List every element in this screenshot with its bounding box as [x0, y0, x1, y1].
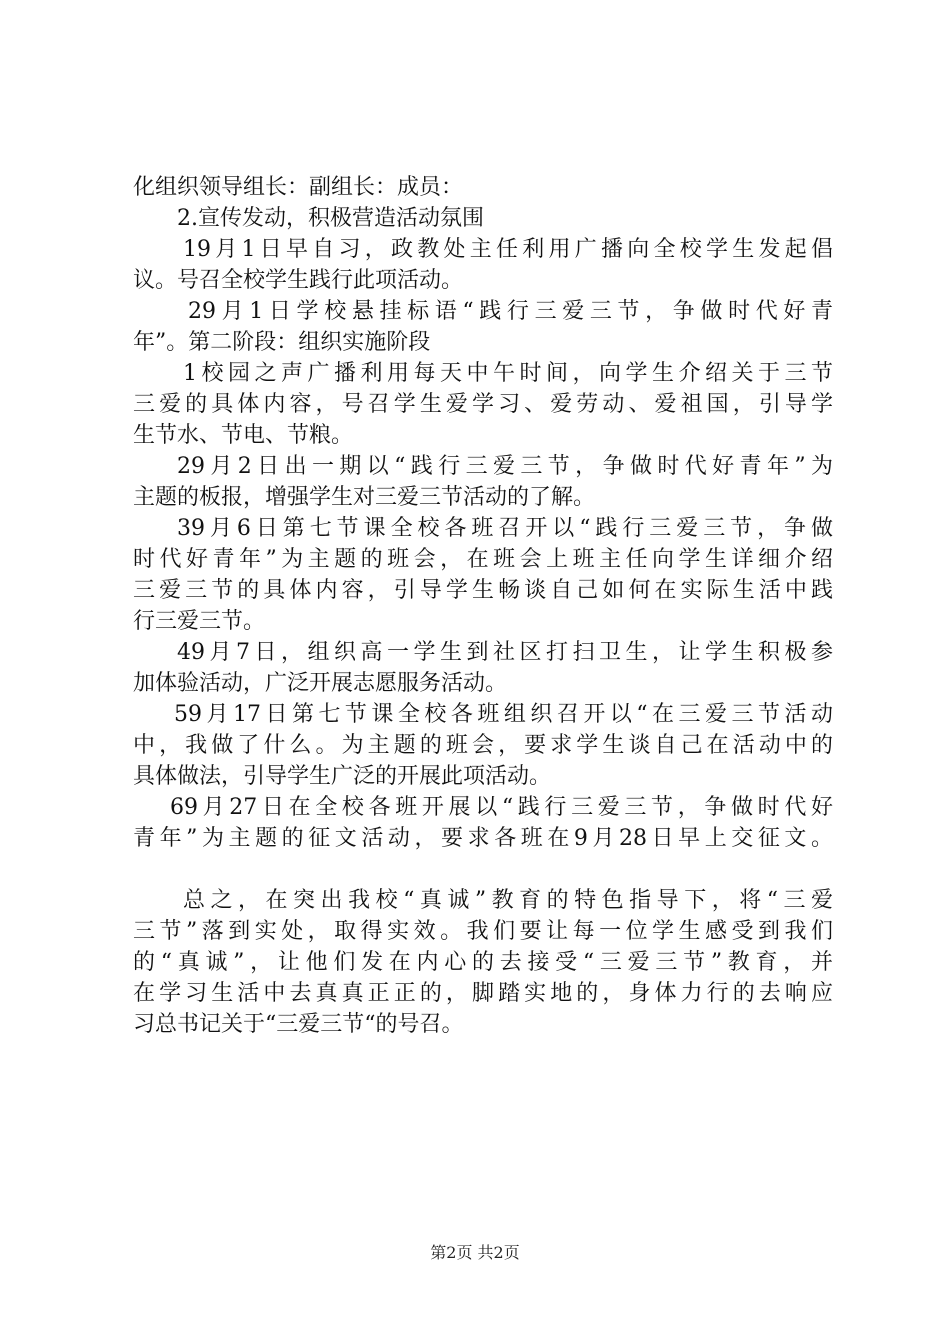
text-line: 三爱的具体内容，号召学生爱学习、爱劳动、爱祖国，引导学 — [133, 392, 833, 417]
text-line: 具体做法，引导学生广泛的开展此项活动。 — [133, 764, 552, 789]
paragraph-gap — [133, 854, 833, 885]
text-line: 三节”落到实处，取得实效。我们要让每一位学生感受到我们 — [133, 919, 833, 944]
text-line: 29月2日出一期以“践行三爱三节，争做时代好青年”为 — [177, 454, 833, 479]
text-line: 主题的板报，增强学生对三爱三节活动的了解。 — [133, 485, 596, 510]
text-line: 化组织领导组长：副组长：成员： — [133, 175, 464, 200]
text-line: 习总书记关于“三爱三节“的号召。 — [133, 1012, 464, 1037]
text-line: 59月17日第七节课全校各班组织召开以“在三爱三节活动 — [174, 702, 833, 727]
text-line: 1校园之声广播利用每天中午时间，向学生介绍关于三节 — [183, 361, 833, 386]
text-line: 总之，在突出我校“真诚”教育的特色指导下，将“三爱 — [183, 888, 833, 913]
text-line: 生节水、节电、节粮。 — [133, 423, 354, 448]
document-body — [133, 172, 833, 1040]
page-footer: 第2页 共2页 — [430, 1243, 520, 1262]
text-line: 青年”为主题的征文活动，要求各班在9月28日早上交征文。 — [133, 826, 833, 851]
text-line: 49月7日，组织高一学生到社区打扫卫生，让学生积极参 — [177, 640, 833, 665]
text-line: 三爱三节的具体内容，引导学生畅谈自己如何在实际生活中践 — [133, 578, 833, 603]
text-line: 加体验活动，广泛开展志愿服务活动。 — [133, 671, 508, 696]
text-line: 的“真诚”，让他们发在内心的去接受“三爱三节”教育，并 — [133, 950, 833, 975]
text-line: 议。号召全校学生践行此项活动。 — [133, 268, 464, 293]
text-line: 19月1日早自习，政教处主任利用广播向全校学生发起倡 — [183, 237, 833, 262]
section-heading: 2.宣传发动，积极营造活动氛围 — [177, 206, 484, 231]
text-line: 中，我做了什么。为主题的班会，要求学生谈自己在活动中的 — [133, 733, 833, 758]
text-line: 时代好青年”为主题的班会，在班会上班主任向学生详细介绍 — [133, 547, 833, 572]
text-line: 年”。第二阶段：组织实施阶段 — [133, 330, 431, 355]
text-line: 在学习生活中去真真正正的，脚踏实地的，身体力行的去响应 — [133, 981, 833, 1006]
text-line: 69月27日在全校各班开展以“践行三爱三节，争做时代好 — [170, 795, 833, 820]
text-line: 行三爱三节。 — [133, 609, 266, 634]
text-line: 29月1日学校悬挂标语“践行三爱三节，争做时代好青 — [188, 299, 833, 324]
text-line: 39月6日第七节课全校各班召开以“践行三爱三节，争做 — [177, 516, 833, 541]
